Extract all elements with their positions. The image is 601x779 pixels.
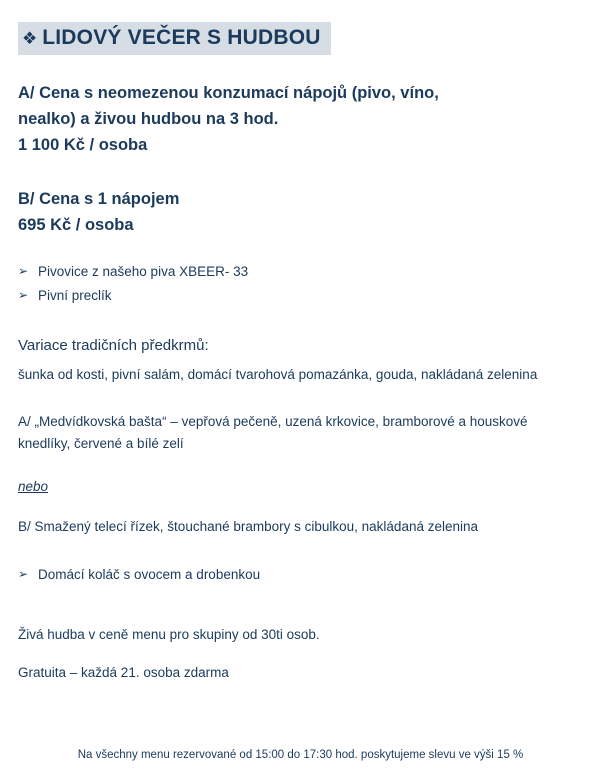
offer-b xyxy=(18,187,579,239)
offer-a-price: 1 100 Kč / osoba xyxy=(18,136,148,155)
arrow-bullet-icon: ➢ xyxy=(18,566,29,581)
list-item-label: Pivní preclík xyxy=(38,287,112,303)
starters-heading: Variace tradičních předkrmů: xyxy=(18,336,209,354)
notes-section xyxy=(18,624,579,684)
main-option-a: A/ „Medvídkovská bašta“ – vepřová pečeně, uzená krkovice, bramborové a houskové knedlíky, červené a bílé zelí xyxy=(18,414,528,452)
page-title xyxy=(18,22,331,55)
dessert-items-list xyxy=(18,564,579,586)
list-item xyxy=(18,261,579,283)
list-item-label: Pivovice z našeho piva XBEER- 33 xyxy=(38,263,249,279)
main-separator: nebo xyxy=(18,479,49,495)
list-item xyxy=(18,564,579,586)
arrow-bullet-icon: ➢ xyxy=(18,263,29,278)
offer-a-line-2: nealko) a živou hudbou na 3 hod. xyxy=(18,109,279,128)
arrow-bullet-icon: ➢ xyxy=(18,287,29,302)
offer-a-line-1: A/ Cena s neomezenou konzumací nápojů (pivo, víno, xyxy=(18,84,439,102)
starters-text: šunka od kosti, pivní salám, domácí tvarohová pomazánka, gouda, nakládaná zelenina xyxy=(18,366,538,382)
starter-items-list xyxy=(18,261,579,307)
offer-b-price: 695 Kč / osoba xyxy=(18,216,134,235)
bottom-note: Na všechny menu rezervované od 15:00 do 17:30 hod. poskytujeme slevu ve výši 15 % xyxy=(77,749,524,761)
diamond-bullet-icon: ❖ xyxy=(22,28,37,48)
list-item-label: Domácí koláč s ovocem a drobenkou xyxy=(38,566,261,582)
list-item xyxy=(18,285,579,307)
note-gratuita: Gratuita – každá 21. osoba zdarma xyxy=(18,664,229,680)
offer-a xyxy=(18,81,579,159)
note-live-music: Živá hudba v ceně menu pro skupiny od 30ti osob. xyxy=(18,626,320,642)
page-title-text: LIDOVÝ VEČER S HUDBOU xyxy=(42,26,321,49)
offer-b-line-1: B/ Cena s 1 nápojem xyxy=(18,189,180,208)
main-option-b: B/ Smažený telecí řízek, štouchané brambory s cibulkou, nakládaná zelenina xyxy=(18,519,479,535)
offers-section xyxy=(18,81,579,239)
